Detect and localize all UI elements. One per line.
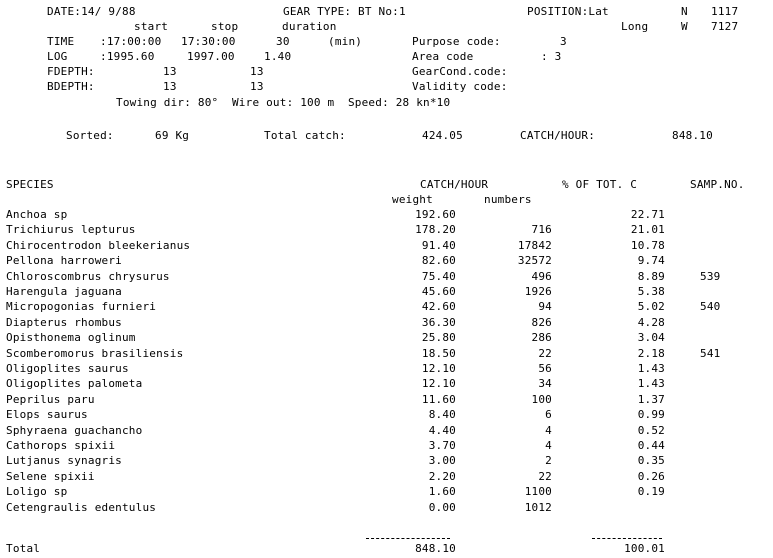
percent-value: 0.52 <box>637 424 665 437</box>
weight-value: 36.30 <box>421 316 456 329</box>
species-name: Opisthonema oglinum <box>6 331 136 344</box>
percent-total-column-header: % OF TOT. C <box>562 178 638 191</box>
total-catch-value: 424.05 <box>422 129 463 142</box>
percent-value: 8.89 <box>637 270 665 283</box>
species-name: Oligoplites palometa <box>6 377 143 390</box>
species-name: Sphyraena guachancho <box>6 424 143 437</box>
long-label: Long <box>621 20 649 33</box>
species-name: Diapterus rhombus <box>6 316 122 329</box>
gearcond-code-label: GearCond.code: <box>412 65 508 78</box>
position-label: POSITION:Lat <box>527 5 609 18</box>
purpose-code-label: Purpose code: <box>412 35 501 48</box>
weight-value: 75.40 <box>421 270 456 283</box>
percent-value: 10.78 <box>630 239 665 252</box>
numbers-value: 32572 <box>517 254 552 267</box>
species-name: Elops saurus <box>6 408 88 421</box>
area-code-label: Area code <box>412 50 474 63</box>
numbers-value: 1012 <box>524 501 552 514</box>
weight-value: 25.80 <box>421 331 456 344</box>
percent-value: 0.44 <box>637 439 665 452</box>
weight-value: 192.60 <box>415 208 456 221</box>
time-duration: 30 <box>276 35 290 48</box>
weight-value: 18.50 <box>421 347 456 360</box>
species-name: Pellona harroweri <box>6 254 122 267</box>
sample-number: 541 <box>700 347 721 360</box>
numbers-value: 100 <box>531 393 552 406</box>
species-name: Harengula jaguana <box>6 285 122 298</box>
species-name: Cathorops spixii <box>6 439 116 452</box>
percent-value: 2.18 <box>637 347 665 360</box>
bdepth-stop: 13 <box>250 80 264 93</box>
fdepth-label: FDEPTH: <box>47 65 95 78</box>
total-weight: 848.10 <box>415 542 456 555</box>
percent-value: 0.35 <box>637 454 665 467</box>
weight-value: 3.00 <box>428 454 456 467</box>
log-duration: 1.40 <box>264 50 292 63</box>
weight-value: 8.40 <box>428 408 456 421</box>
weight-value: 11.60 <box>421 393 456 406</box>
percent-value: 9.74 <box>637 254 665 267</box>
weight-value: 82.60 <box>421 254 456 267</box>
percent-value: 0.99 <box>637 408 665 421</box>
col-start-label: start <box>134 20 169 33</box>
log-start: :1995.60 <box>100 50 155 63</box>
percent-value: 3.04 <box>637 331 665 344</box>
numbers-value: 34 <box>538 377 552 390</box>
sorted-value: 69 Kg <box>155 129 190 142</box>
numbers-value: 1100 <box>524 485 552 498</box>
weight-value: 91.40 <box>421 239 456 252</box>
total-catch-label: Total catch: <box>264 129 346 142</box>
col-duration-label: duration <box>282 20 337 33</box>
log-label: LOG <box>47 50 68 63</box>
species-name: Chirocentrodon bleekerianus <box>6 239 191 252</box>
species-name: Scomberomorus brasiliensis <box>6 347 184 360</box>
weight-subheader: weight <box>392 193 433 206</box>
date-text: DATE:14/ 9/88 <box>47 5 136 18</box>
total-percent: 100.01 <box>624 542 665 555</box>
percent-value: 1.43 <box>637 362 665 375</box>
weight-value: 3.70 <box>428 439 456 452</box>
percent-value: 1.43 <box>637 377 665 390</box>
species-name: Cetengraulis edentulus <box>6 501 157 514</box>
weight-value: 45.60 <box>421 285 456 298</box>
bdepth-label: BDEPTH: <box>47 80 95 93</box>
weight-value: 4.40 <box>428 424 456 437</box>
weight-value: 178.20 <box>415 223 456 236</box>
lat-value: 1117 <box>711 5 739 18</box>
percent-value: 22.71 <box>630 208 665 221</box>
long-hemisphere: W <box>681 20 688 33</box>
purpose-code-value: 3 <box>560 35 567 48</box>
numbers-value: 4 <box>545 424 552 437</box>
towing-info: Towing dir: 80° Wire out: 100 m Speed: 28 kn*10 <box>116 96 451 109</box>
time-start: :17:00:00 <box>100 35 162 48</box>
species-name: Micropogonias furnieri <box>6 300 157 313</box>
percent-value: 0.26 <box>637 470 665 483</box>
log-stop: 1997.00 <box>187 50 235 63</box>
numbers-value: 826 <box>531 316 552 329</box>
sample-number: 539 <box>700 270 721 283</box>
percent-value: 21.01 <box>630 223 665 236</box>
catch-per-hour-label: CATCH/HOUR: <box>520 129 596 142</box>
numbers-value: 17842 <box>517 239 552 252</box>
species-name: Peprilus paru <box>6 393 95 406</box>
numbers-value: 716 <box>531 223 552 236</box>
sample-number-column-header: SAMP.NO. <box>690 178 745 191</box>
time-unit: (min) <box>328 35 363 48</box>
long-value: 7127 <box>711 20 739 33</box>
numbers-value: 6 <box>545 408 552 421</box>
time-label: TIME <box>47 35 75 48</box>
species-name: Lutjanus synagris <box>6 454 122 467</box>
species-name: Chloroscombrus chrysurus <box>6 270 170 283</box>
numbers-value: 22 <box>538 347 552 360</box>
weight-value: 0.00 <box>428 501 456 514</box>
numbers-subheader: numbers <box>484 193 532 206</box>
species-name: Oligoplites saurus <box>6 362 129 375</box>
bdepth-start: 13 <box>163 80 177 93</box>
percent-value: 5.02 <box>637 300 665 313</box>
species-column-header: SPECIES <box>6 178 54 191</box>
validity-code-label: Validity code: <box>412 80 508 93</box>
species-name: Loligo sp <box>6 485 68 498</box>
area-code-value: : 3 <box>541 50 562 63</box>
species-name: Anchoa sp <box>6 208 68 221</box>
numbers-value: 4 <box>545 439 552 452</box>
numbers-value: 1926 <box>524 285 552 298</box>
col-stop-label: stop <box>211 20 239 33</box>
percent-value: 4.28 <box>637 316 665 329</box>
fdepth-start: 13 <box>163 65 177 78</box>
time-stop: 17:30:00 <box>181 35 236 48</box>
species-name: Trichiurus lepturus <box>6 223 136 236</box>
sorted-label: Sorted: <box>66 129 114 142</box>
weight-value: 1.60 <box>428 485 456 498</box>
percent-value: 5.38 <box>637 285 665 298</box>
catch-hour-column-header: CATCH/HOUR <box>420 178 489 191</box>
gear-type-text: GEAR TYPE: BT No:1 <box>283 5 406 18</box>
weight-total-rule <box>366 538 450 539</box>
numbers-value: 56 <box>538 362 552 375</box>
fdepth-stop: 13 <box>250 65 264 78</box>
weight-value: 2.20 <box>428 470 456 483</box>
numbers-value: 496 <box>531 270 552 283</box>
numbers-value: 286 <box>531 331 552 344</box>
numbers-value: 94 <box>538 300 552 313</box>
weight-value: 12.10 <box>421 377 456 390</box>
numbers-value: 22 <box>538 470 552 483</box>
total-label: Total <box>6 542 41 555</box>
numbers-value: 2 <box>545 454 552 467</box>
percent-value: 0.19 <box>637 485 665 498</box>
weight-value: 42.60 <box>421 300 456 313</box>
percent-value: 1.37 <box>637 393 665 406</box>
weight-value: 12.10 <box>421 362 456 375</box>
catch-per-hour-value: 848.10 <box>672 129 713 142</box>
percent-total-rule <box>592 538 662 539</box>
species-name: Selene spixii <box>6 470 95 483</box>
sample-number: 540 <box>700 300 721 313</box>
lat-hemisphere: N <box>681 5 688 18</box>
